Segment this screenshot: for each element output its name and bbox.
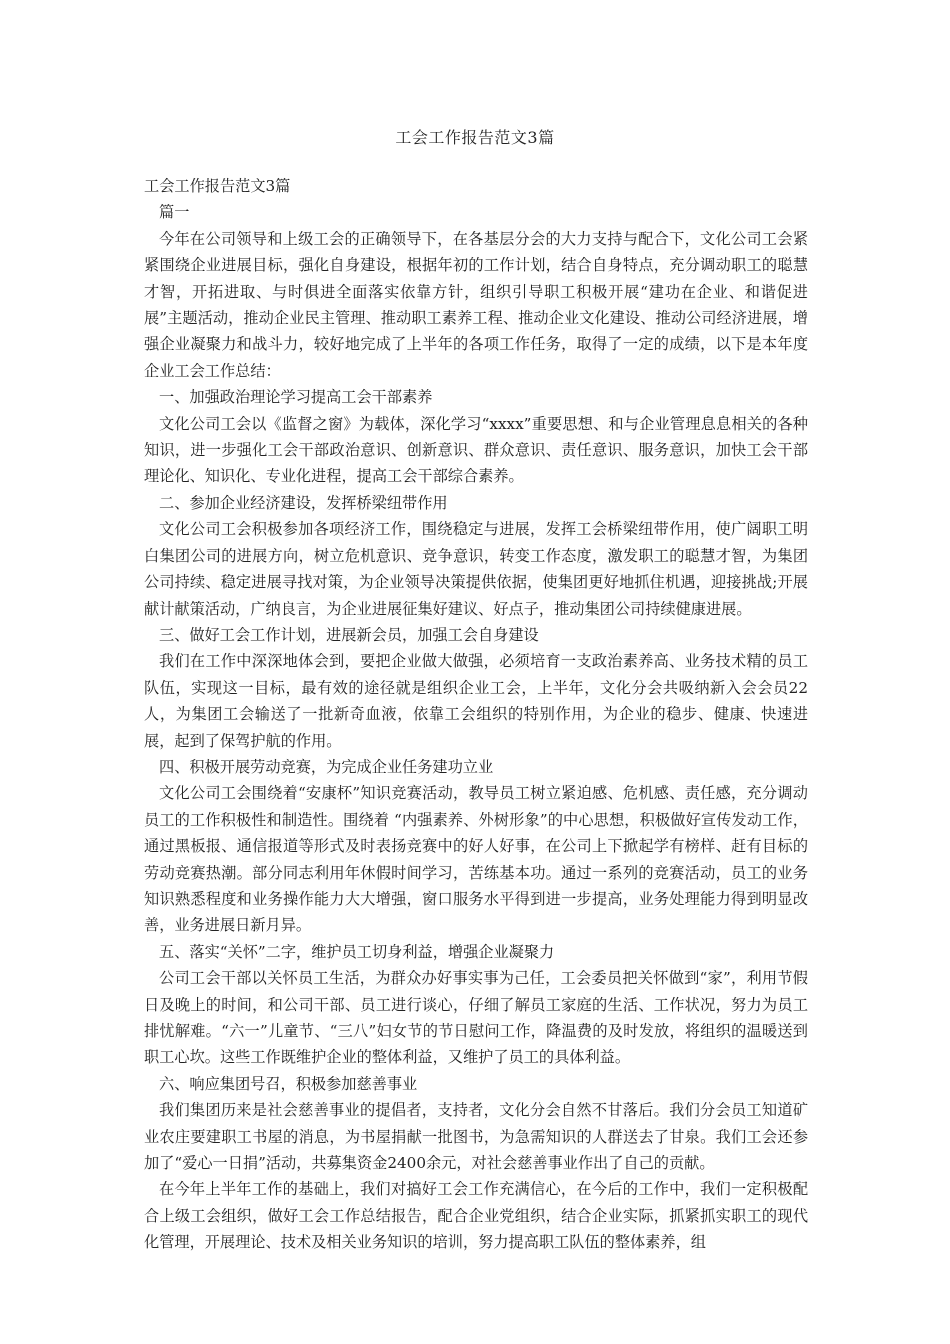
document-title: 工会工作报告范文3篇 xyxy=(395,128,555,147)
document-body xyxy=(144,173,808,1256)
section-heading-3: 三、做好工会工作计划，进展新会员，加强工会自身建设 xyxy=(159,625,539,644)
section-heading-6: 六、响应集团号召，积极参加慈善事业 xyxy=(159,1074,418,1093)
section-heading-5: 五、落实“关怀”二字，维护员工切身利益，增强企业凝聚力 xyxy=(159,942,555,961)
section-heading-4: 四、积极开展劳动竞赛，为完成企业任务建功立业 xyxy=(159,757,494,776)
paragraph-section-4: 文化公司工会围绕着“安康杯”知识竞赛活动，教导员工树立紧迫感、危机感、责任感，充分调动员工的工作积极性和制造性。围绕着 “内强素养、外树形象”的中心思想，积极做好宣传发动工作，通过黑板报、通信报道等形式及时表扬竞赛中的好人好事，在公司上下掀起学有榜样、赶有目标的劳动竞赛热潮。部分同志利用年休假时间学习，苦练基本功。通过一系列的竞赛活动，员工的业务知识熟悉程度和业务操作能力大大增强，窗口服务水平得到进一步提高，业务处理能力得到明显改善，业务进展日新月异。 xyxy=(144,784,808,935)
section-heading-1: 一、加强政治理论学习提高工会干部素养 xyxy=(159,388,433,407)
paragraph-section-6: 我们集团历来是社会慈善事业的提倡者，支持者，文化分会自然不甘落后。我们分会员工知道矿业农庄要建职工书屋的消息，为书屋捐献一批图书，为急需知识的人群送去了甘泉。我们工会还参加了“爱心一日捐”活动，共募集资金2400余元，对社会慈善事业作出了自己的贡献。 xyxy=(144,1101,808,1173)
paragraph-section-5: 公司工会干部以关怀员工生活，为群众办好事实事为己任，工会委员把关怀做到“家”，利用节假日及晚上的时间，和公司干部、员工进行谈心，仔细了解员工家庭的生活、工作状况，努力为员工排忧解难。“六一”儿童节、“三八”妇女节的节日慰问工作，降温费的及时发放，将组织的温暖送到职工心坎。这些工作既维护企业的整体利益，又维护了员工的具体利益。 xyxy=(144,969,808,1067)
paragraph-conclusion: 在今年上半年工作的基础上，我们对搞好工会工作充满信心，在今后的工作中，我们一定积极配合上级工会组织，做好工会工作总结报告，配合企业党组织，结合企业实际，抓紧抓实职工的现代化管理，开展理论、技术及相关业务知识的培训，努力提高职工队伍的整体素养，组 xyxy=(144,1180,808,1252)
paragraph-section-3: 我们在工作中深深地体会到，要把企业做大做强，必须培育一支政治素养高、业务技术精的员工队伍，实现这一目标，最有效的途径就是组织企业工会，上半年，文化分会共吸纳新入会会员22人，为集团工会输送了一批新奇血液，依靠工会组织的特别作用，为企业的稳步、健康、快速进展，起到了保驾护航的作用。 xyxy=(144,652,808,750)
paragraph-section-2: 文化公司工会积极参加各项经济工作，围绕稳定与进展，发挥工会桥梁纽带作用，使广阔职工明白集团公司的进展方向，树立危机意识、竞争意识，转变工作态度，激发职工的聪慧才智，为集团公司持续、稳定进展寻找对策，为企业领导决策提供依据，使集团更好地抓住机遇，迎接挑战;开展献计献策活动，广纳良言，为企业进展征集好建议、好点子，推动集团公司持续健康进展。 xyxy=(144,520,808,618)
part-label: 篇一 xyxy=(159,203,190,222)
section-heading-2: 二、参加企业经济建设，发挥桥梁纽带作用 xyxy=(159,493,448,512)
paragraph-section-1: 文化公司工会以《监督之窗》为载体，深化学习“xxxx”重要思想、和与企业管理息息相关的各种知识，进一步强化工会干部政治意识、创新意识、群众意识、责任意识、服务意识，加快工会干部理论化、知识化、专业化进程，提高工会干部综合素养。 xyxy=(144,414,808,486)
document-subtitle: 工会工作报告范文3篇 xyxy=(144,177,291,195)
paragraph-intro: 今年在公司领导和上级工会的正确领导下，在各基层分会的大力支持与配合下，文化公司工会紧紧围绕企业进展目标，强化自身建设，根据年初的工作计划，结合自身特点，充分调动职工的聪慧才智，开拓进取、与时俱进全面落实依靠方针，组织引导职工积极开展“建功在企业、和谐促进展”主题活动，推动企业民主管理、推动职工素养工程、推动企业文化建设、推动公司经济进展，增强企业凝聚力和战斗力，较好地完成了上半年的各项工作任务，取得了一定的成绩，以下是本年度企业工会工作总结： xyxy=(144,229,808,380)
